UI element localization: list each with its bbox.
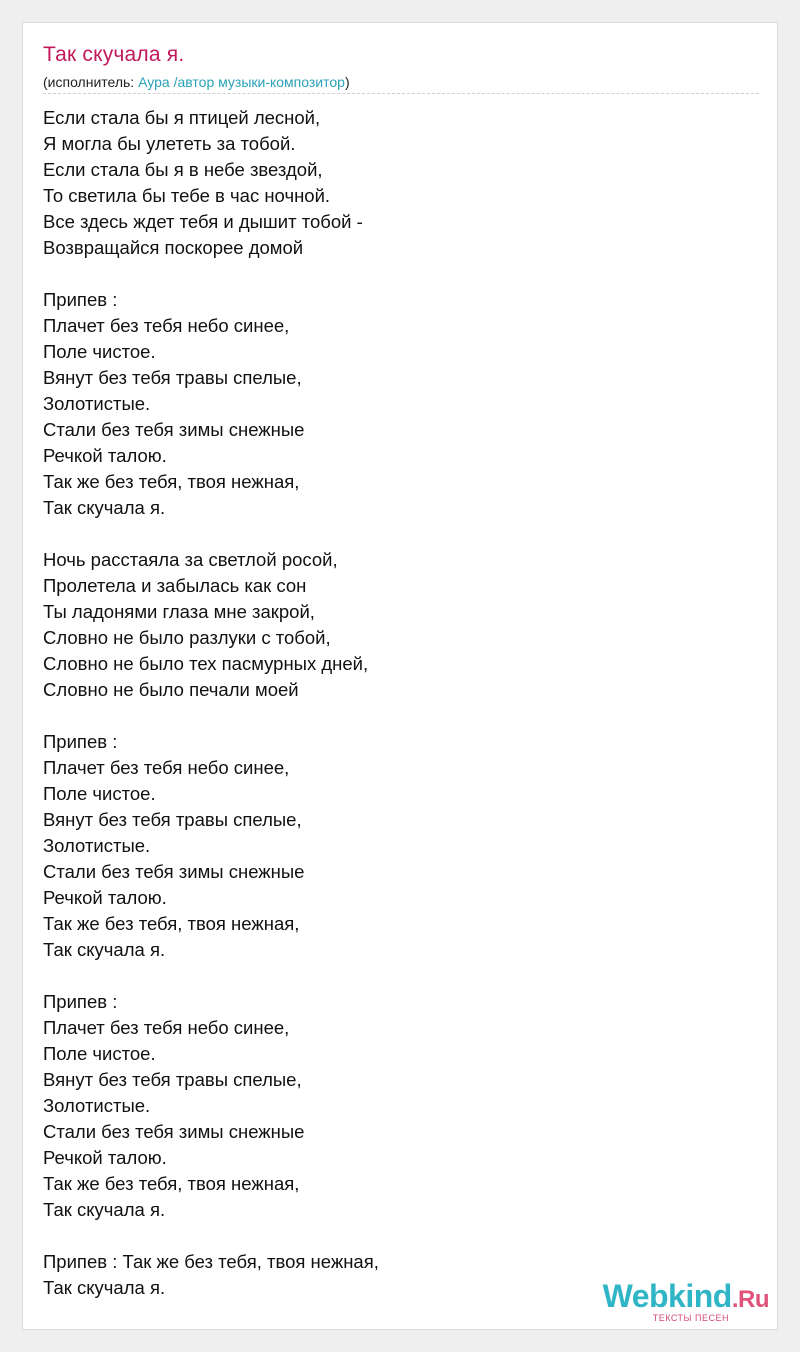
artist-link[interactable]: Аура: [138, 74, 170, 90]
lyric-line: Речкой талою.: [43, 445, 167, 466]
meta-open: (исполнитель:: [43, 74, 139, 90]
lyric-line: Вянут без тебя травы спелые,: [43, 809, 302, 830]
lyric-line: Плачет без тебя небо синее,: [43, 757, 290, 778]
lyric-line: Золотистые.: [43, 1095, 151, 1116]
divider: [43, 93, 759, 94]
lyric-line: Если стала бы я птицей лесной,: [43, 107, 321, 128]
lyric-line: Ночь расстаяла за светлой росой,: [43, 549, 338, 570]
brand-name: [602, 1278, 769, 1315]
lyric-line: Ты ладонями глаза мне закрой,: [43, 601, 315, 622]
song-meta: [43, 74, 350, 90]
lyric-line: Стали без тебя зимы снежные: [43, 1121, 305, 1142]
lyric-line: Так же без тебя, твоя нежная,: [43, 913, 300, 934]
brand-tagline: ТЕКСТЫ ПЕСЕН: [652, 1313, 729, 1323]
lyric-line: Золотистые.: [43, 393, 151, 414]
brand-word: Webkind: [602, 1278, 732, 1314]
lyric-line: Пролетела и забылась как сон: [43, 575, 307, 596]
lyric-line: Так скучала я.: [43, 497, 166, 518]
lyric-line: Так же без тебя, твоя нежная,: [43, 1173, 300, 1194]
lyric-line: Поле чистое.: [43, 1043, 156, 1064]
lyric-line: Если стала бы я в небе звездой,: [43, 159, 323, 180]
song-title: Так скучала я.: [43, 43, 185, 66]
lyric-line: Так скучала я.: [43, 1199, 166, 1220]
stanza-gap: [43, 521, 759, 547]
brand-tld: .Ru: [731, 1286, 769, 1313]
stanza-gap: [43, 703, 759, 729]
lyric-line: Речкой талою.: [43, 1147, 167, 1168]
site-logo[interactable]: [602, 1278, 769, 1323]
lyric-line: Припев : Так же без тебя, твоя нежная,: [43, 1251, 379, 1272]
lyric-line: Поле чистое.: [43, 341, 156, 362]
lyric-line: Я могла бы улететь за тобой.: [43, 133, 296, 154]
lyric-line: Припев :: [43, 991, 118, 1012]
lyric-line: Припев :: [43, 731, 118, 752]
lyric-line: Золотистые.: [43, 835, 151, 856]
lyric-line: Вянут без тебя травы спелые,: [43, 367, 302, 388]
lyric-line: Словно не было тех пасмурных дней,: [43, 653, 369, 674]
lyrics-body: [43, 105, 759, 1301]
lyric-line: Припев :: [43, 289, 118, 310]
stanza-gap: [43, 963, 759, 989]
lyric-line: Так скучала я.: [43, 1277, 166, 1298]
lyrics-card: [22, 22, 778, 1330]
lyric-line: Словно не было разлуки с тобой,: [43, 627, 331, 648]
lyric-line: Так скучала я.: [43, 939, 166, 960]
lyric-line: Все здесь ждет тебя и дышит тобой -: [43, 211, 363, 232]
meta-close: ): [344, 74, 350, 90]
lyric-line: Возвращайся поскорее домой: [43, 237, 304, 258]
lyric-line: Стали без тебя зимы снежные: [43, 861, 305, 882]
lyric-line: Речкой талою.: [43, 887, 167, 908]
lyric-line: Стали без тебя зимы снежные: [43, 419, 305, 440]
lyric-line: То светила бы тебе в час ночной.: [43, 185, 331, 206]
lyric-line: Вянут без тебя травы спелые,: [43, 1069, 302, 1090]
lyric-line: Поле чистое.: [43, 783, 156, 804]
lyric-line: Плачет без тебя небо синее,: [43, 1017, 290, 1038]
stanza-gap: [43, 1223, 759, 1249]
stanza-gap: [43, 261, 759, 287]
lyric-line: Словно не было печали моей: [43, 679, 299, 700]
lyric-line: Плачет без тебя небо синее,: [43, 315, 290, 336]
lyric-line: Так же без тебя, твоя нежная,: [43, 471, 300, 492]
role-text: /автор музыки-композитор: [169, 74, 345, 90]
